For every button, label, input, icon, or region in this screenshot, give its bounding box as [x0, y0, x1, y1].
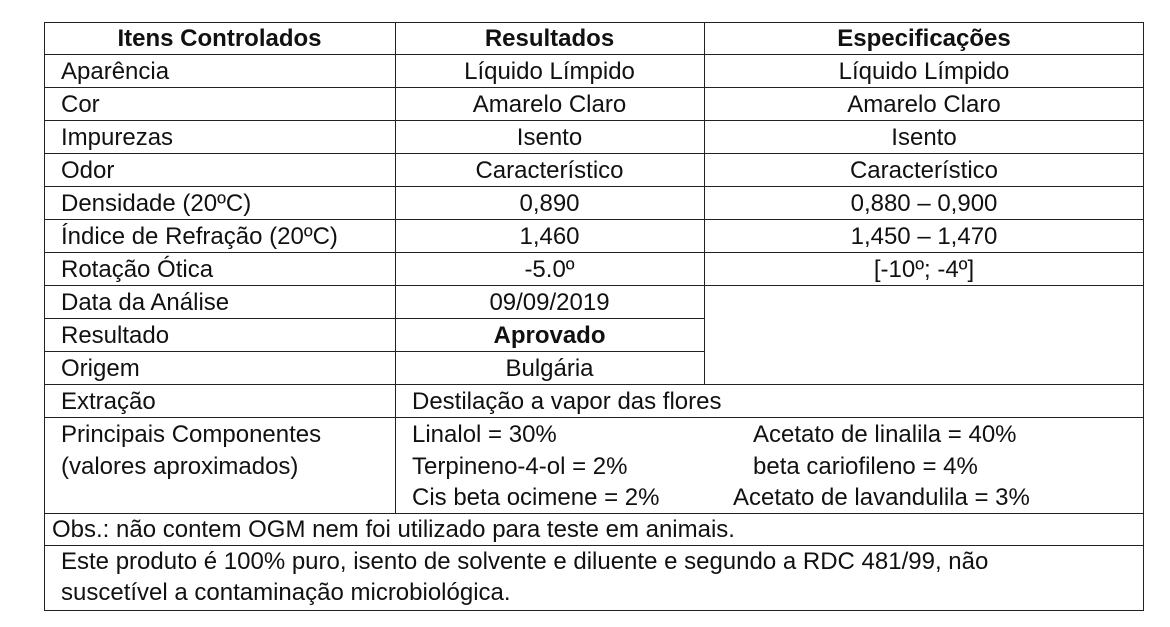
obs-text: Obs.: não contem OGM nem foi utilizado para teste em animais. [52, 516, 735, 543]
row-spec: 1,450 – 1,470 [850, 223, 998, 250]
row-item: Densidade (20ºC) [61, 190, 252, 217]
row-result: 1,460 [519, 223, 580, 250]
approval-status: Aprovado [493, 322, 606, 349]
header-specs: Especificações [837, 25, 1011, 52]
purity-note-line1: Este produto é 100% puro, isento de solvente e diluente e segundo a RDC 481/99, não [61, 548, 989, 575]
row-result: -5.0º [524, 256, 575, 283]
row-item: Odor [61, 157, 115, 184]
row-item: Impurezas [61, 124, 174, 151]
row-result: 0,890 [519, 190, 580, 217]
row-spec: [-10º; -4º] [873, 256, 975, 283]
row-item: Cor [61, 91, 100, 118]
row-spec: Característico [849, 157, 999, 184]
components-note: (valores aproximados) [61, 453, 299, 480]
purity-note-line2: suscetível a contaminação microbiológica. [61, 579, 511, 606]
component-item: Acetato de lavandulila = 3% [733, 484, 1030, 511]
component-item: beta cariofileno = 4% [753, 453, 978, 480]
component-item: Linalol = 30% [412, 421, 557, 448]
header-results: Resultados [484, 25, 615, 52]
row-spec: Líquido Límpido [838, 58, 1010, 85]
row-item: Origem [61, 355, 140, 382]
row-result: Amarelo Claro [472, 91, 627, 118]
row-item: Data da Análise [61, 289, 230, 316]
row-result: 09/09/2019 [489, 289, 610, 316]
row-result: Característico [475, 157, 624, 184]
components-label: Principais Componentes [61, 421, 322, 448]
component-item: Acetato de linalila = 40% [753, 421, 1017, 448]
row-item: Resultado [61, 322, 170, 349]
row-item: Índice de Refração (20ºC) [61, 223, 338, 250]
row-item: Aparência [61, 58, 170, 85]
extraction-label: Extração [61, 388, 156, 415]
row-item: Rotação Ótica [61, 256, 214, 283]
extraction-value: Destilação a vapor das flores [412, 388, 722, 415]
row-spec: Amarelo Claro [847, 91, 1001, 118]
row-result: Líquido Límpido [464, 58, 635, 85]
component-item: Cis beta ocimene = 2% [412, 484, 660, 511]
row-spec: Isento [891, 124, 957, 151]
row-spec: 0,880 – 0,900 [850, 190, 998, 217]
component-item: Terpineno-4-ol = 2% [412, 453, 628, 480]
header-items: Itens Controlados [117, 25, 322, 52]
row-result: Bulgária [505, 355, 594, 382]
row-result: Isento [516, 124, 583, 151]
